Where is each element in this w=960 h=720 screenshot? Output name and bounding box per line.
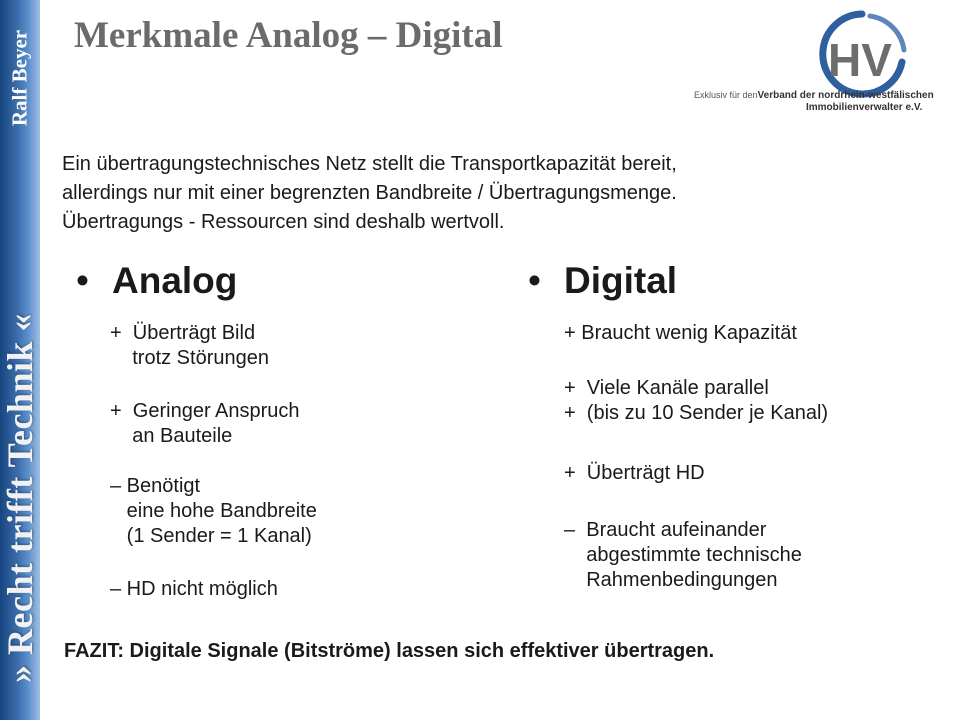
analog-item: – HD nicht möglich [110, 578, 278, 600]
analog-item: + Geringer Anspruch an Bauteile [110, 400, 300, 447]
bullet: • [76, 260, 89, 301]
logo-org-line1: Verband der nordrhein-westfälischen [757, 90, 934, 101]
author-label: Ralf Beyer [7, 29, 32, 127]
intro-line: Übertragungs - Ressourcen sind deshalb wertvoll. [62, 211, 505, 233]
side-band [0, 0, 40, 720]
series-label: » Recht trifft Technik « [0, 313, 40, 683]
intro-line: allerdings nur mit einer begrenzten Bandbreite / Übertragungsmenge. [62, 182, 677, 204]
analog-item: + Überträgt Bild trotz Störungen [110, 322, 269, 369]
logo-mark: HV [828, 34, 892, 86]
digital-heading [528, 260, 677, 302]
analog-item: – Benötigt eine hohe Bandbreite (1 Sender = 1 Kanal) [110, 475, 317, 547]
digital-heading-text: Digital [564, 260, 678, 301]
digital-item: + Viele Kanäle parallel + (bis zu 10 Sender je Kanal) [564, 377, 829, 424]
digital-item: + Überträgt HD [564, 462, 705, 484]
analog-heading-text: Analog [112, 260, 238, 301]
intro-text [62, 150, 902, 237]
digital-item: + Braucht wenig Kapazität [564, 322, 797, 344]
analog-heading [76, 260, 237, 302]
logo-exclusiv: Exklusiv für den [694, 90, 758, 100]
bullet: • [528, 260, 541, 301]
hv-logo [812, 10, 912, 98]
fazit-text: FAZIT: Digitale Signale (Bitströme) lassen sich effektiver übertragen. [64, 640, 715, 662]
digital-item: – Braucht aufeinander abgestimmte technische Rahmenbedingungen [564, 519, 802, 591]
logo-caption [694, 89, 944, 114]
slide-title: Merkmale Analog – Digital [74, 15, 503, 56]
intro-line: Ein übertragungstechnisches Netz stellt die Transportkapazität bereit, [62, 153, 677, 175]
logo-org-line2: Immobilienverwalter e.V. [806, 102, 923, 113]
